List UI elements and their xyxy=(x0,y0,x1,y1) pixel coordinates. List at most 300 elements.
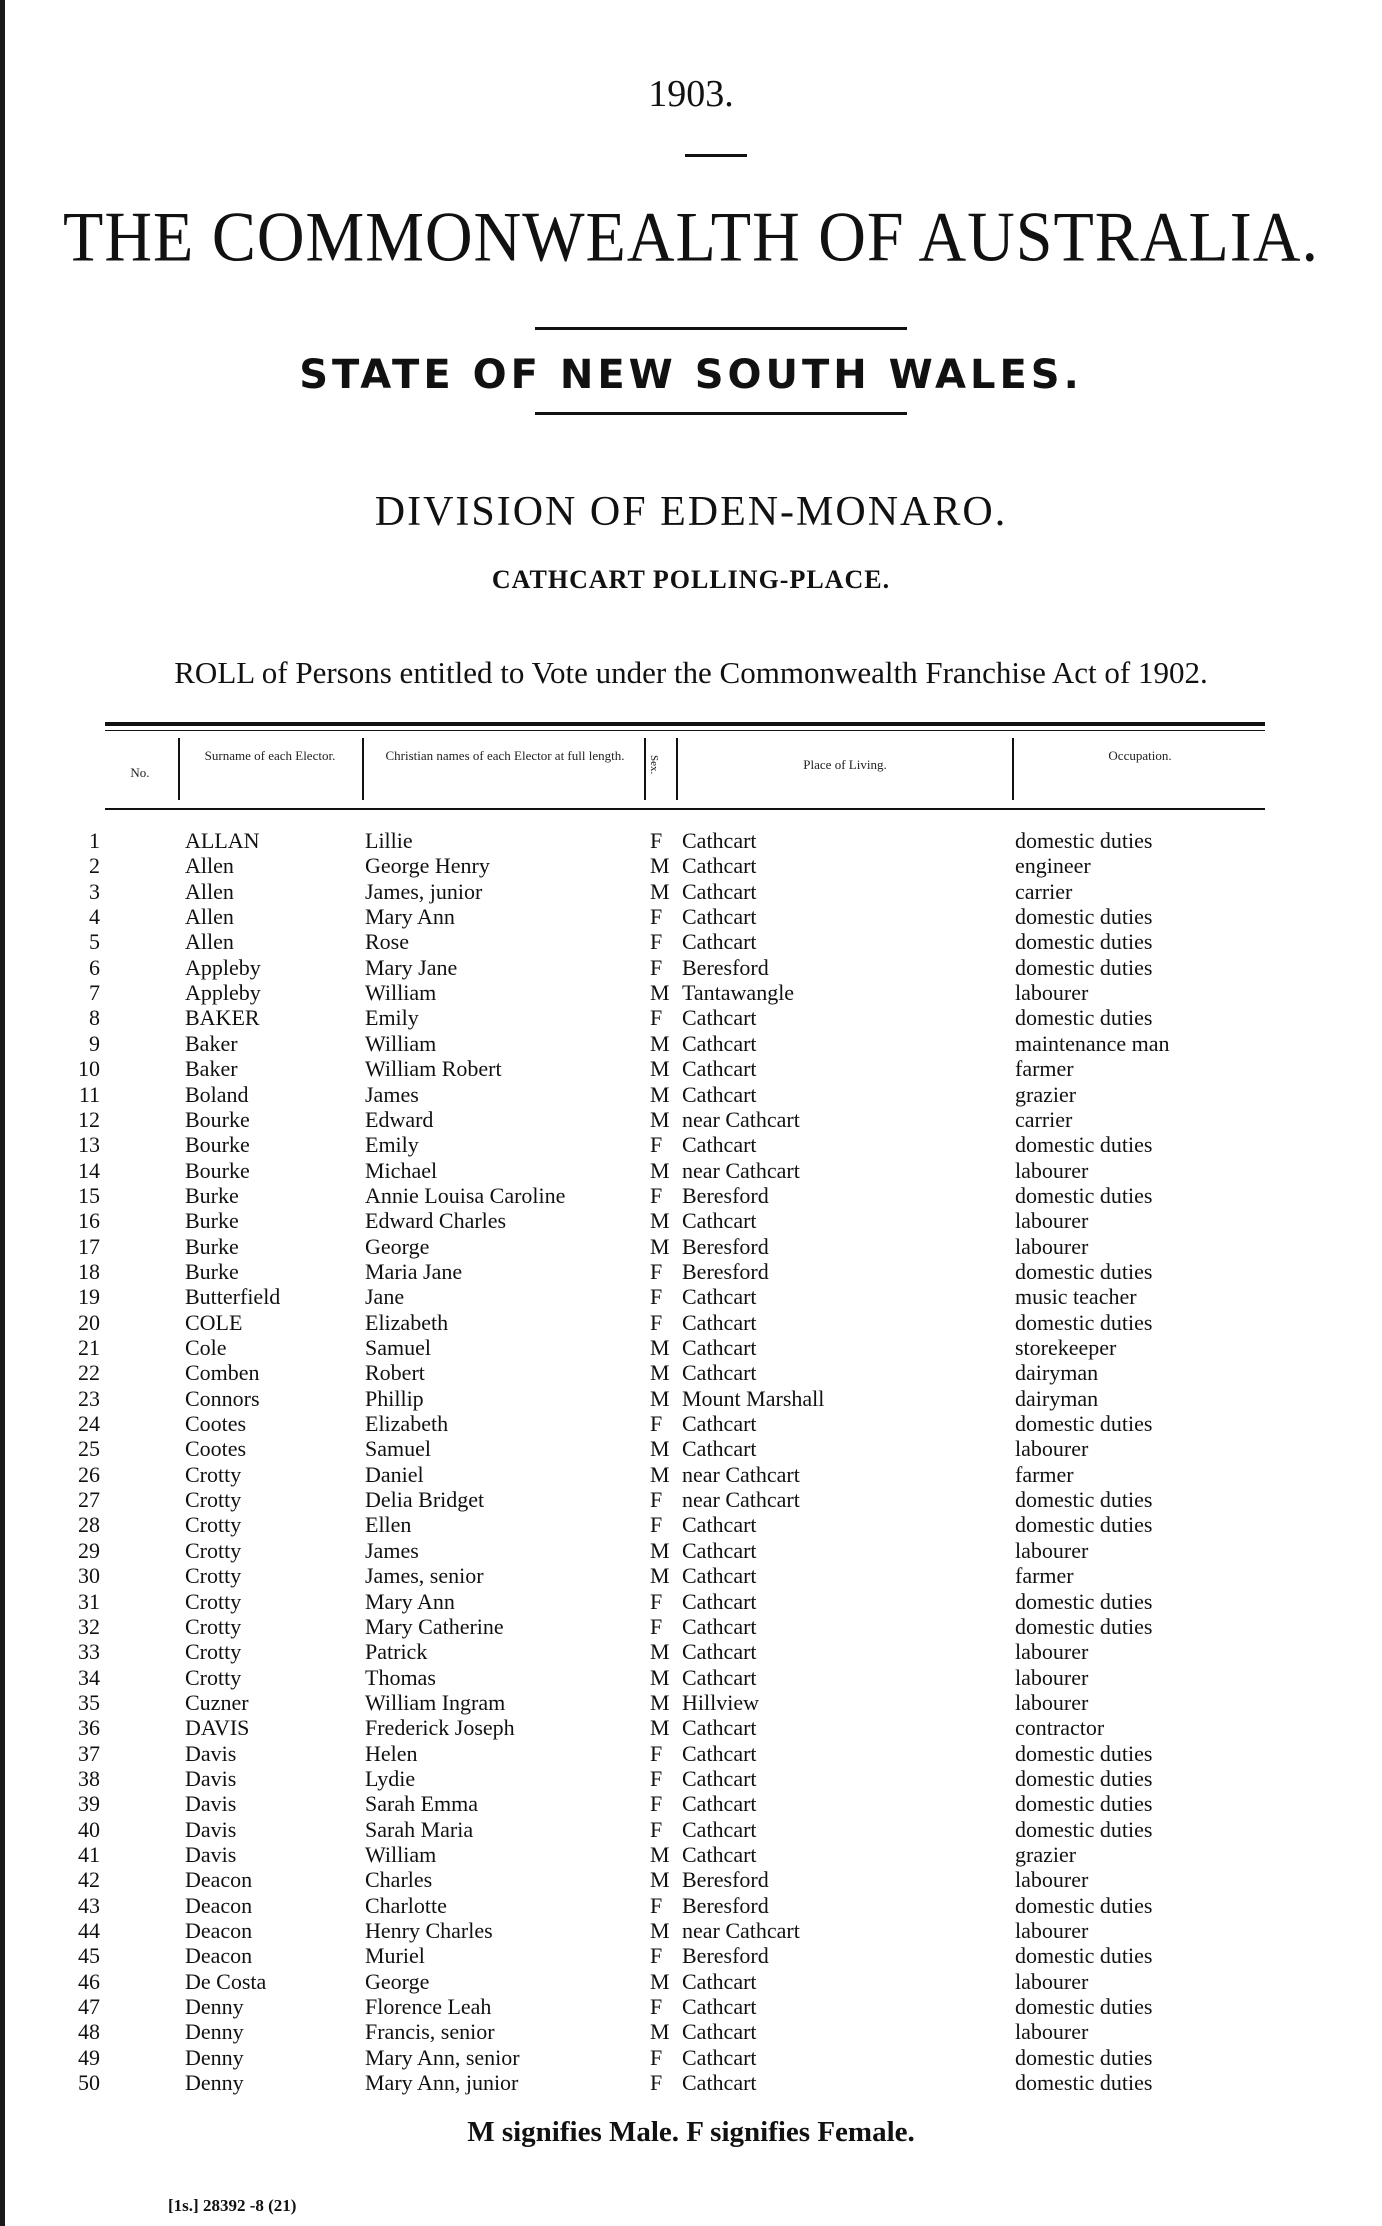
row-sex: F xyxy=(650,1740,663,1766)
table-row xyxy=(0,1335,1382,1360)
row-place-of-living: near Cathcart xyxy=(682,1461,800,1487)
table-row xyxy=(0,929,1382,954)
row-surname: Cole xyxy=(185,1335,227,1360)
row-surname: Cuzner xyxy=(185,1689,249,1715)
row-place-of-living: Cathcart xyxy=(682,929,757,955)
row-place-of-living: Cathcart xyxy=(682,1588,757,1614)
row-number: 3 xyxy=(89,878,100,904)
row-number: 26 xyxy=(78,1461,100,1487)
row-number: 29 xyxy=(78,1537,100,1563)
row-christian-names: Lydie xyxy=(365,1765,416,1791)
row-surname: Baker xyxy=(185,1056,238,1082)
row-christian-names: Mary Ann xyxy=(365,1588,455,1614)
row-occupation: domestic duties xyxy=(1015,1005,1153,1031)
row-christian-names: William xyxy=(365,1030,437,1056)
row-occupation: labourer xyxy=(1015,1233,1089,1259)
table-row xyxy=(0,853,1382,878)
row-sex: M xyxy=(650,1335,670,1360)
row-surname: BAKER xyxy=(185,1005,260,1031)
row-sex: F xyxy=(650,1284,663,1310)
row-sex: M xyxy=(650,878,670,904)
row-place-of-living: Cathcart xyxy=(682,853,757,879)
table-row xyxy=(0,1411,1382,1436)
row-number: 20 xyxy=(78,1309,100,1335)
row-number: 50 xyxy=(78,2070,100,2096)
row-occupation: domestic duties xyxy=(1015,954,1153,980)
row-surname: Crotty xyxy=(185,1563,242,1589)
row-number: 18 xyxy=(78,1258,100,1284)
row-christian-names: Mary Jane xyxy=(365,954,458,980)
row-place-of-living: Cathcart xyxy=(682,1715,757,1741)
row-number: 6 xyxy=(89,954,100,980)
row-christian-names: Sarah Emma xyxy=(365,1791,479,1817)
row-number: 27 xyxy=(78,1487,100,1513)
row-surname: DAVIS xyxy=(185,1715,250,1741)
table-row xyxy=(0,1842,1382,1867)
row-place-of-living: Cathcart xyxy=(682,828,757,853)
row-place-of-living: near Cathcart xyxy=(682,1106,800,1132)
row-christian-names: Jane xyxy=(365,1284,405,1310)
row-sex: F xyxy=(650,1487,663,1513)
row-surname: Davis xyxy=(185,1765,237,1791)
table-row xyxy=(0,1791,1382,1816)
row-occupation: contractor xyxy=(1015,1715,1105,1741)
row-occupation: domestic duties xyxy=(1015,1791,1153,1817)
row-occupation: farmer xyxy=(1015,1056,1074,1082)
row-place-of-living: Cathcart xyxy=(682,1081,757,1107)
row-occupation: engineer xyxy=(1015,853,1091,879)
row-number: 41 xyxy=(78,1842,100,1867)
row-sex: M xyxy=(650,853,670,879)
row-christian-names: Emily xyxy=(365,1005,419,1031)
row-occupation: grazier xyxy=(1015,1081,1077,1107)
row-surname: Appleby xyxy=(185,954,261,980)
row-sex: M xyxy=(650,980,670,1006)
table-row xyxy=(0,1436,1382,1461)
row-surname: Comben xyxy=(185,1360,260,1386)
table-row xyxy=(0,1665,1382,1690)
row-surname: Burke xyxy=(185,1258,239,1284)
row-surname: Boland xyxy=(185,1081,249,1107)
row-sex: M xyxy=(650,1664,670,1690)
row-place-of-living: Beresford xyxy=(682,1258,769,1284)
row-occupation: domestic duties xyxy=(1015,1258,1153,1284)
row-place-of-living: Cathcart xyxy=(682,1411,757,1437)
row-place-of-living: Cathcart xyxy=(682,1994,757,2020)
row-sex: F xyxy=(650,1132,663,1158)
state-heading: STATE OF NEW SOUTH WALES. xyxy=(299,352,1083,398)
row-sex: M xyxy=(650,1639,670,1665)
row-number: 13 xyxy=(78,1132,100,1158)
row-number: 32 xyxy=(78,1613,100,1639)
table-row xyxy=(0,1310,1382,1335)
row-christian-names: William Robert xyxy=(365,1056,502,1082)
table-row xyxy=(0,1867,1382,1892)
row-sex: M xyxy=(650,1233,670,1259)
row-occupation: labourer xyxy=(1015,1689,1089,1715)
row-christian-names: Muriel xyxy=(365,1943,425,1969)
row-sex: F xyxy=(650,1588,663,1614)
rule xyxy=(535,327,907,330)
row-surname: Cootes xyxy=(185,1436,247,1462)
row-christian-names: George Henry xyxy=(365,853,490,879)
row-christian-names: Patrick xyxy=(365,1639,428,1665)
row-sex: F xyxy=(650,1613,663,1639)
column-separator xyxy=(644,738,646,800)
row-christian-names: Charles xyxy=(365,1867,433,1893)
column-separator xyxy=(178,738,180,800)
table-row xyxy=(0,879,1382,904)
row-surname: Bourke xyxy=(185,1106,250,1132)
table-row xyxy=(0,1487,1382,1512)
row-place-of-living: Mount Marshall xyxy=(682,1385,825,1411)
row-sex: M xyxy=(650,1208,670,1234)
row-place-of-living: Cathcart xyxy=(682,1639,757,1665)
table-row xyxy=(0,1132,1382,1157)
row-surname: Baker xyxy=(185,1030,238,1056)
row-occupation: grazier xyxy=(1015,1842,1077,1867)
row-christian-names: Michael xyxy=(365,1157,438,1183)
row-number: 46 xyxy=(78,1968,100,1994)
row-sex: M xyxy=(650,1918,670,1944)
row-occupation: maintenance man xyxy=(1015,1030,1170,1056)
print-reference: [1s.] 28392 -8 (21) xyxy=(168,2196,297,2215)
row-sex: M xyxy=(650,1360,670,1386)
row-sex: F xyxy=(650,1892,663,1918)
row-place-of-living: Beresford xyxy=(682,954,769,980)
row-place-of-living: Cathcart xyxy=(682,1005,757,1031)
table-row xyxy=(0,2019,1382,2044)
row-number: 28 xyxy=(78,1512,100,1538)
row-surname: Deacon xyxy=(185,1892,253,1918)
row-place-of-living: Beresford xyxy=(682,1892,769,1918)
row-occupation: domestic duties xyxy=(1015,1765,1153,1791)
row-surname: Crotty xyxy=(185,1664,242,1690)
row-place-of-living: Beresford xyxy=(682,1867,769,1893)
row-place-of-living: Cathcart xyxy=(682,1030,757,1056)
row-place-of-living: Cathcart xyxy=(682,1664,757,1690)
row-occupation: domestic duties xyxy=(1015,929,1153,955)
rule xyxy=(535,412,907,415)
row-surname: COLE xyxy=(185,1309,243,1335)
col-header-surname: Surname of each Elector. xyxy=(204,748,336,763)
row-sex: M xyxy=(650,1081,670,1107)
row-occupation: carrier xyxy=(1015,878,1073,904)
table-row xyxy=(0,1284,1382,1309)
row-place-of-living: Cathcart xyxy=(682,2019,757,2045)
row-sex: M xyxy=(650,1157,670,1183)
row-number: 9 xyxy=(89,1030,100,1056)
row-number: 44 xyxy=(78,1918,100,1944)
row-surname: Allen xyxy=(185,904,234,930)
col-header-occupation: Occupation. xyxy=(1108,748,1172,763)
row-number: 1 xyxy=(89,828,100,853)
table-row xyxy=(0,1462,1382,1487)
row-number: 22 xyxy=(78,1360,100,1386)
row-surname: Davis xyxy=(185,1791,237,1817)
row-number: 38 xyxy=(78,1765,100,1791)
row-number: 5 xyxy=(89,929,100,955)
row-sex: F xyxy=(650,2044,663,2070)
rule xyxy=(685,154,747,157)
col-header-sex: Sex. xyxy=(648,755,660,775)
row-surname: Appleby xyxy=(185,980,261,1006)
row-surname: Cootes xyxy=(185,1411,247,1437)
column-separator xyxy=(362,738,364,800)
row-christian-names: Robert xyxy=(365,1360,425,1386)
row-christian-names: Thomas xyxy=(365,1664,436,1690)
row-surname: Crotty xyxy=(185,1487,242,1513)
row-sex: F xyxy=(650,828,663,853)
roll-title: ROLL of Persons entitled to Vote under the Commonwealth Franchise Act of 1902. xyxy=(174,655,1208,690)
table-row xyxy=(0,1817,1382,1842)
row-surname: Denny xyxy=(185,2070,244,2096)
row-occupation: domestic duties xyxy=(1015,1182,1153,1208)
row-occupation: domestic duties xyxy=(1015,1309,1153,1335)
division-heading: DIVISION OF EDEN-MONARO. xyxy=(374,489,1008,535)
row-sex: F xyxy=(650,1309,663,1335)
row-sex: F xyxy=(650,904,663,930)
table-rule xyxy=(105,808,1265,810)
row-place-of-living: Cathcart xyxy=(682,1842,757,1867)
row-sex: F xyxy=(650,1765,663,1791)
row-christian-names: Annie Louisa Caroline xyxy=(365,1182,566,1208)
table-row xyxy=(0,2045,1382,2070)
row-sex: M xyxy=(650,1106,670,1132)
row-sex: M xyxy=(650,1385,670,1411)
column-separator xyxy=(1012,738,1014,800)
row-number: 12 xyxy=(78,1106,100,1132)
row-occupation: domestic duties xyxy=(1015,828,1153,853)
row-number: 42 xyxy=(78,1867,100,1893)
row-place-of-living: Cathcart xyxy=(682,1740,757,1766)
table-row xyxy=(0,2070,1382,2095)
row-surname: Deacon xyxy=(185,1867,253,1893)
table-row xyxy=(0,1208,1382,1233)
row-christian-names: James xyxy=(365,1537,419,1563)
row-place-of-living: Cathcart xyxy=(682,1537,757,1563)
row-surname: Crotty xyxy=(185,1461,242,1487)
row-surname: De Costa xyxy=(185,1968,267,1994)
page-title: THE COMMONWEALTH OF AUSTRALIA. xyxy=(63,198,1319,277)
row-occupation: labourer xyxy=(1015,1208,1089,1234)
row-christian-names: Charlotte xyxy=(365,1892,447,1918)
row-sex: M xyxy=(650,1563,670,1589)
row-number: 47 xyxy=(78,1994,100,2020)
row-place-of-living: Cathcart xyxy=(682,904,757,930)
row-surname: Bourke xyxy=(185,1157,250,1183)
row-surname: Allen xyxy=(185,878,234,904)
row-christian-names: Samuel xyxy=(365,1436,431,1462)
row-christian-names: William xyxy=(365,1842,437,1867)
table-rule xyxy=(105,722,1265,726)
row-sex: F xyxy=(650,1816,663,1842)
row-number: 15 xyxy=(78,1182,100,1208)
row-number: 4 xyxy=(89,904,100,930)
table-row xyxy=(0,1512,1382,1537)
row-surname: Connors xyxy=(185,1385,260,1411)
row-occupation: farmer xyxy=(1015,1563,1074,1589)
row-surname: Crotty xyxy=(185,1588,242,1614)
row-sex: F xyxy=(650,1994,663,2020)
row-number: 34 xyxy=(78,1664,100,1690)
row-occupation: domestic duties xyxy=(1015,1994,1153,2020)
row-number: 30 xyxy=(78,1563,100,1589)
row-surname: Deacon xyxy=(185,1943,253,1969)
row-occupation: labourer xyxy=(1015,1639,1089,1665)
row-sex: F xyxy=(650,1943,663,1969)
table-row xyxy=(0,1994,1382,2019)
row-sex: F xyxy=(650,954,663,980)
row-place-of-living: Cathcart xyxy=(682,1132,757,1158)
row-sex: M xyxy=(650,1461,670,1487)
row-christian-names: Edward xyxy=(365,1106,434,1132)
row-number: 48 xyxy=(78,2019,100,2045)
row-christian-names: Florence Leah xyxy=(365,1994,492,2020)
row-sex: M xyxy=(650,1867,670,1893)
table-row xyxy=(0,1031,1382,1056)
row-surname: Crotty xyxy=(185,1537,242,1563)
row-occupation: dairyman xyxy=(1015,1360,1099,1386)
row-surname: Davis xyxy=(185,1740,237,1766)
row-place-of-living: Beresford xyxy=(682,1233,769,1259)
row-number: 33 xyxy=(78,1639,100,1665)
table-row xyxy=(0,1183,1382,1208)
row-sex: M xyxy=(650,1842,670,1867)
row-surname: ALLAN xyxy=(185,828,260,853)
row-occupation: carrier xyxy=(1015,1106,1073,1132)
row-number: 36 xyxy=(78,1715,100,1741)
row-place-of-living: Hillview xyxy=(682,1689,759,1715)
row-place-of-living: near Cathcart xyxy=(682,1157,800,1183)
row-occupation: domestic duties xyxy=(1015,1411,1153,1437)
row-number: 45 xyxy=(78,1943,100,1969)
row-christian-names: Daniel xyxy=(365,1461,424,1487)
row-place-of-living: Cathcart xyxy=(682,1765,757,1791)
row-place-of-living: Cathcart xyxy=(682,1968,757,1994)
row-christian-names: Mary Ann xyxy=(365,904,455,930)
row-place-of-living: near Cathcart xyxy=(682,1918,800,1944)
row-christian-names: James xyxy=(365,1081,419,1107)
column-separator xyxy=(676,738,678,800)
row-number: 17 xyxy=(78,1233,100,1259)
polling-place-heading: CATHCART POLLING-PLACE. xyxy=(491,565,891,594)
row-sex: F xyxy=(650,1182,663,1208)
row-christian-names: Lillie xyxy=(365,828,413,853)
row-place-of-living: Cathcart xyxy=(682,2044,757,2070)
row-place-of-living: Cathcart xyxy=(682,2070,757,2096)
col-header-place: Place of Living. xyxy=(803,757,887,772)
row-christian-names: Ellen xyxy=(365,1512,412,1538)
row-surname: Burke xyxy=(185,1182,239,1208)
row-occupation: domestic duties xyxy=(1015,1816,1153,1842)
row-sex: M xyxy=(650,1689,670,1715)
row-christian-names: Delia Bridget xyxy=(365,1487,485,1513)
table-row xyxy=(0,1715,1382,1740)
row-surname: Denny xyxy=(185,2044,244,2070)
row-occupation: domestic duties xyxy=(1015,1132,1153,1158)
table-row xyxy=(0,1690,1382,1715)
row-surname: Allen xyxy=(185,853,234,879)
row-sex: M xyxy=(650,1537,670,1563)
row-christian-names: Francis, senior xyxy=(365,2019,495,2045)
row-number: 16 xyxy=(78,1208,100,1234)
table-row xyxy=(0,1158,1382,1183)
year: 1903. xyxy=(648,73,734,115)
row-number: 35 xyxy=(78,1689,100,1715)
row-place-of-living: Cathcart xyxy=(682,1512,757,1538)
row-occupation: labourer xyxy=(1015,1918,1089,1944)
row-number: 7 xyxy=(89,980,100,1006)
row-number: 2 xyxy=(89,853,100,879)
row-occupation: labourer xyxy=(1015,1436,1089,1462)
row-sex: F xyxy=(650,1411,663,1437)
row-place-of-living: Beresford xyxy=(682,1182,769,1208)
row-place-of-living: Cathcart xyxy=(682,1335,757,1360)
row-christian-names: Emily xyxy=(365,1132,419,1158)
row-christian-names: Sarah Maria xyxy=(365,1816,474,1842)
row-christian-names: Mary Catherine xyxy=(365,1613,504,1639)
row-number: 14 xyxy=(78,1157,100,1183)
row-sex: F xyxy=(650,1512,663,1538)
row-place-of-living: Cathcart xyxy=(682,1284,757,1310)
row-number: 40 xyxy=(78,1816,100,1842)
row-place-of-living: Cathcart xyxy=(682,1613,757,1639)
table-row xyxy=(0,1056,1382,1081)
table-row xyxy=(0,1563,1382,1588)
row-place-of-living: Cathcart xyxy=(682,1436,757,1462)
row-surname: Burke xyxy=(185,1208,239,1234)
table-row xyxy=(0,1918,1382,1943)
row-number: 43 xyxy=(78,1892,100,1918)
row-occupation: labourer xyxy=(1015,980,1089,1006)
row-occupation: domestic duties xyxy=(1015,1512,1153,1538)
row-sex: M xyxy=(650,2019,670,2045)
row-surname: Crotty xyxy=(185,1512,242,1538)
row-christian-names: Phillip xyxy=(365,1385,424,1411)
table-row xyxy=(0,1741,1382,1766)
table-row xyxy=(0,1386,1382,1411)
row-christian-names: Helen xyxy=(365,1740,418,1766)
row-occupation: domestic duties xyxy=(1015,1613,1153,1639)
row-surname: Davis xyxy=(185,1816,237,1842)
table-row xyxy=(0,1639,1382,1664)
row-number: 24 xyxy=(78,1411,100,1437)
row-occupation: domestic duties xyxy=(1015,904,1153,930)
row-christian-names: William Ingram xyxy=(365,1689,506,1715)
row-christian-names: George xyxy=(365,1233,430,1259)
row-christian-names: William xyxy=(365,980,437,1006)
table-row xyxy=(0,1107,1382,1132)
row-christian-names: Maria Jane xyxy=(365,1258,463,1284)
row-surname: Butterfield xyxy=(185,1284,281,1310)
table-row xyxy=(0,1005,1382,1030)
row-occupation: farmer xyxy=(1015,1461,1074,1487)
row-occupation: domestic duties xyxy=(1015,1740,1153,1766)
row-occupation: labourer xyxy=(1015,1867,1089,1893)
row-sex: M xyxy=(650,1030,670,1056)
row-occupation: domestic duties xyxy=(1015,1943,1153,1969)
table-row xyxy=(0,904,1382,929)
table-row xyxy=(0,1589,1382,1614)
row-place-of-living: Cathcart xyxy=(682,1563,757,1589)
row-number: 31 xyxy=(78,1588,100,1614)
row-christian-names: James, senior xyxy=(365,1563,484,1589)
table-row xyxy=(0,955,1382,980)
row-number: 10 xyxy=(78,1056,100,1082)
row-surname: Crotty xyxy=(185,1613,242,1639)
row-occupation: domestic duties xyxy=(1015,2044,1153,2070)
